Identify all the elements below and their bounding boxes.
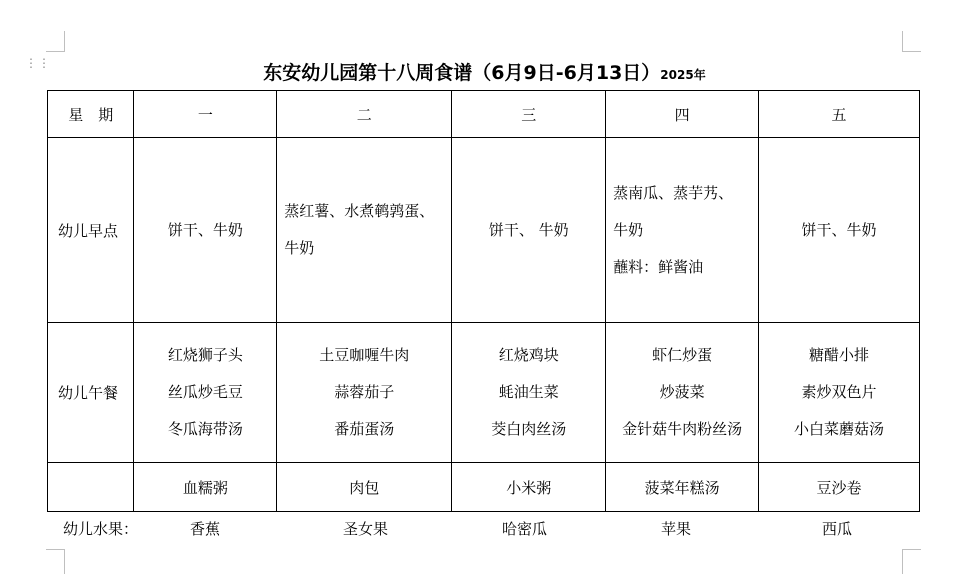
breakfast-item: 饼干、牛奶 (167, 220, 243, 239)
page-corner-mark-bottom-left (46, 549, 65, 574)
fruit-label: 幼儿水果： (63, 520, 139, 538)
breakfast-item: 蘸料：鲜酱油 (613, 257, 704, 276)
snack-cell-3: 小米粥 (452, 463, 606, 512)
lunch-item: 小白菜蘑菇汤 (794, 420, 885, 438)
lunch-cell-1 (134, 323, 277, 463)
lunch-item: 糖醋小排 (809, 346, 870, 364)
page-corner-mark-top-right (902, 31, 921, 52)
breakfast-cell-5 (759, 138, 920, 323)
snack-cell-4: 菠菜年糕汤 (606, 463, 759, 512)
breakfast-cell-3 (452, 138, 606, 323)
snack-row (48, 463, 920, 512)
breakfast-row (48, 138, 920, 323)
title-main: 东安幼儿园第十八周食谱（6月9日-6月13日） (263, 62, 661, 84)
page-corner-mark-top-left (46, 31, 65, 52)
table-move-handle-icon[interactable]: ⋮⋮ (25, 56, 51, 70)
lunch-label: 幼儿午餐 (48, 323, 134, 463)
lunch-item: 番茄蛋汤 (334, 420, 395, 438)
breakfast-cell-2 (277, 138, 452, 323)
lunch-item: 丝瓜炒毛豆 (167, 383, 243, 401)
lunch-item: 素炒双色片 (801, 383, 877, 401)
breakfast-item: 牛奶 (284, 239, 315, 257)
breakfast-cell-4 (606, 138, 759, 323)
lunch-item: 土豆咖喱牛肉 (319, 346, 410, 364)
breakfast-item: 蒸南瓜、蒸芋艿、 (613, 183, 734, 202)
lunch-item: 炒菠菜 (659, 383, 705, 401)
lunch-cell-2 (277, 323, 452, 463)
lunch-cell-3 (452, 323, 606, 463)
lunch-item: 蚝油生菜 (498, 383, 559, 401)
header-label-cell: 星 期 (48, 91, 134, 138)
lunch-item: 蒜蓉茄子 (334, 383, 395, 401)
snack-cell-5: 豆沙卷 (759, 463, 920, 512)
lunch-cell-5 (759, 323, 920, 463)
page-title (0, 58, 969, 85)
lunch-cell-4 (606, 323, 759, 463)
menu-table (47, 90, 920, 512)
day-header-5: 五 (759, 91, 920, 138)
breakfast-item: 饼干、 牛奶 (488, 220, 569, 239)
breakfast-cell-1 (134, 138, 277, 323)
lunch-item: 红烧鸡块 (498, 346, 559, 364)
page-corner-mark-bottom-right (902, 549, 921, 574)
lunch-item: 冬瓜海带汤 (167, 420, 243, 438)
fruit-row (47, 518, 920, 542)
lunch-item: 金针菇牛肉粉丝汤 (622, 420, 743, 438)
snack-cell-1: 血糯粥 (134, 463, 277, 512)
lunch-row (48, 323, 920, 463)
breakfast-item: 牛奶 (613, 220, 644, 239)
breakfast-label: 幼儿早点 (48, 138, 134, 323)
lunch-item: 茭白肉丝汤 (491, 420, 567, 438)
day-header-1: 一 (134, 91, 277, 138)
day-header-2: 二 (277, 91, 452, 138)
fruit-item-4: 苹果 (661, 520, 692, 538)
title-year: 2025年 (660, 68, 706, 82)
fruit-item-3: 哈密瓜 (502, 520, 548, 538)
lunch-item: 虾仁炒蛋 (652, 346, 713, 364)
breakfast-item: 饼干、牛奶 (801, 220, 877, 239)
snack-cell-2: 肉包 (277, 463, 452, 512)
fruit-item-5: 西瓜 (822, 520, 853, 538)
day-header-4: 四 (606, 91, 759, 138)
snack-label (48, 463, 134, 512)
lunch-item: 红烧狮子头 (167, 346, 243, 364)
fruit-item-1: 香蕉 (190, 520, 221, 538)
breakfast-item: 蒸红薯、水煮鹌鹑蛋、 (284, 202, 435, 220)
fruit-item-2: 圣女果 (343, 520, 389, 538)
day-header-3: 三 (452, 91, 606, 138)
header-row (48, 91, 920, 138)
